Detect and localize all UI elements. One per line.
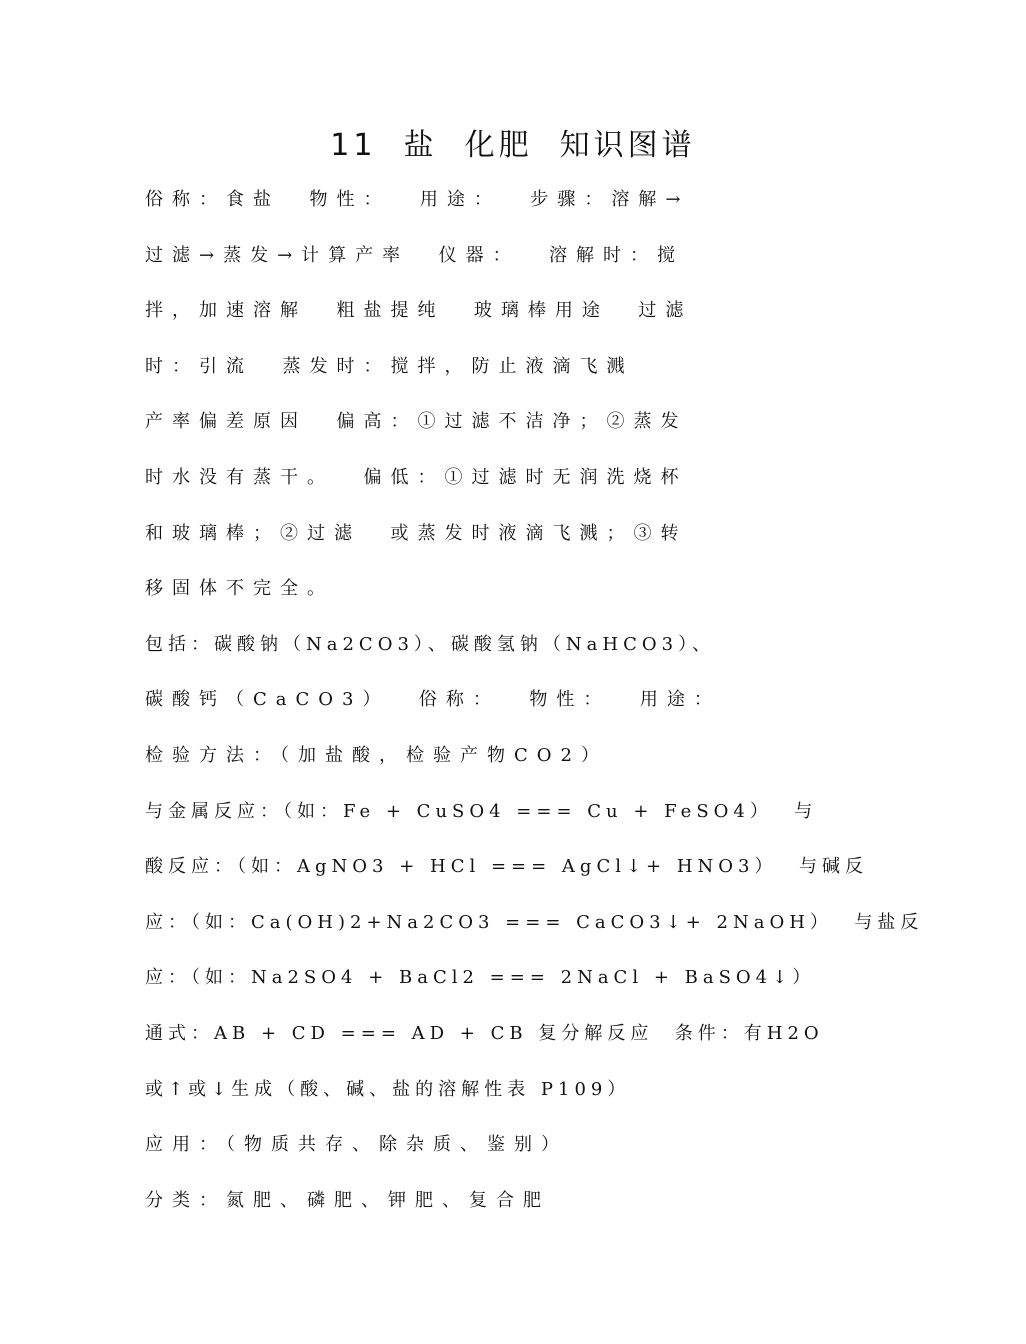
text-line-7: 和玻璃棒；②过滤 或蒸发时液滴飞溅；③转	[145, 523, 688, 544]
text-line-4: 时：引流 蒸发时：搅拌，防止液滴飞溅	[145, 356, 634, 377]
text-line-16: 通式：AB + CD === AD + CB 复分解反应 条件：有H2O	[145, 1023, 824, 1044]
text-line-1: 俗称：食盐 物性： 用途： 步骤：溶解→	[145, 189, 690, 210]
text-line-13: 酸反应：（如：AgNO3 + HCl === AgCl↓+ HNO3） 与碱反	[145, 856, 868, 877]
page-title: 11 盐 化肥 知识图谱	[330, 128, 696, 163]
text-line-6: 时水没有蒸干。 偏低：①过滤时无润洗烧杯	[145, 467, 688, 488]
text-line-5: 产率偏差原因 偏高：①过滤不洁净；②蒸发	[145, 411, 688, 432]
text-line-9: 包括：碳酸钠（Na2CO3）、碳酸氢钠（NaHCO3）、	[145, 634, 716, 655]
text-line-3: 拌，加速溶解 粗盐提纯 玻璃棒用途 过滤	[145, 300, 693, 321]
text-line-12: 与金属反应：（如：Fe + CuSO4 === Cu + FeSO4） 与	[145, 801, 818, 822]
text-line-15: 应：（如：Na2SO4 + BaCl2 === 2NaCl + BaSO4↓）	[145, 967, 816, 988]
text-line-14: 应：（如：Ca(OH)2+Na2CO3 === CaCO3↓+ 2NaOH） 与盐反	[145, 912, 924, 933]
text-line-17: 或↑或↓生成（酸、碱、盐的溶解性表 P109）	[145, 1079, 631, 1100]
text-line-11: 检验方法：（加盐酸，检验产物CO2）	[145, 745, 608, 766]
text-line-8: 移固体不完全。	[145, 578, 334, 599]
text-line-2: 过滤→蒸发→计算产率 仪器： 溶解时：搅	[145, 245, 685, 266]
text-line-10: 碳酸钙（CaCO3） 俗称： 物性： 用途：	[145, 689, 721, 710]
text-line-18: 应用：（物质共存、除杂质、鉴别）	[145, 1134, 568, 1155]
text-line-19: 分类：氮肥、磷肥、钾肥、复合肥	[145, 1190, 550, 1211]
